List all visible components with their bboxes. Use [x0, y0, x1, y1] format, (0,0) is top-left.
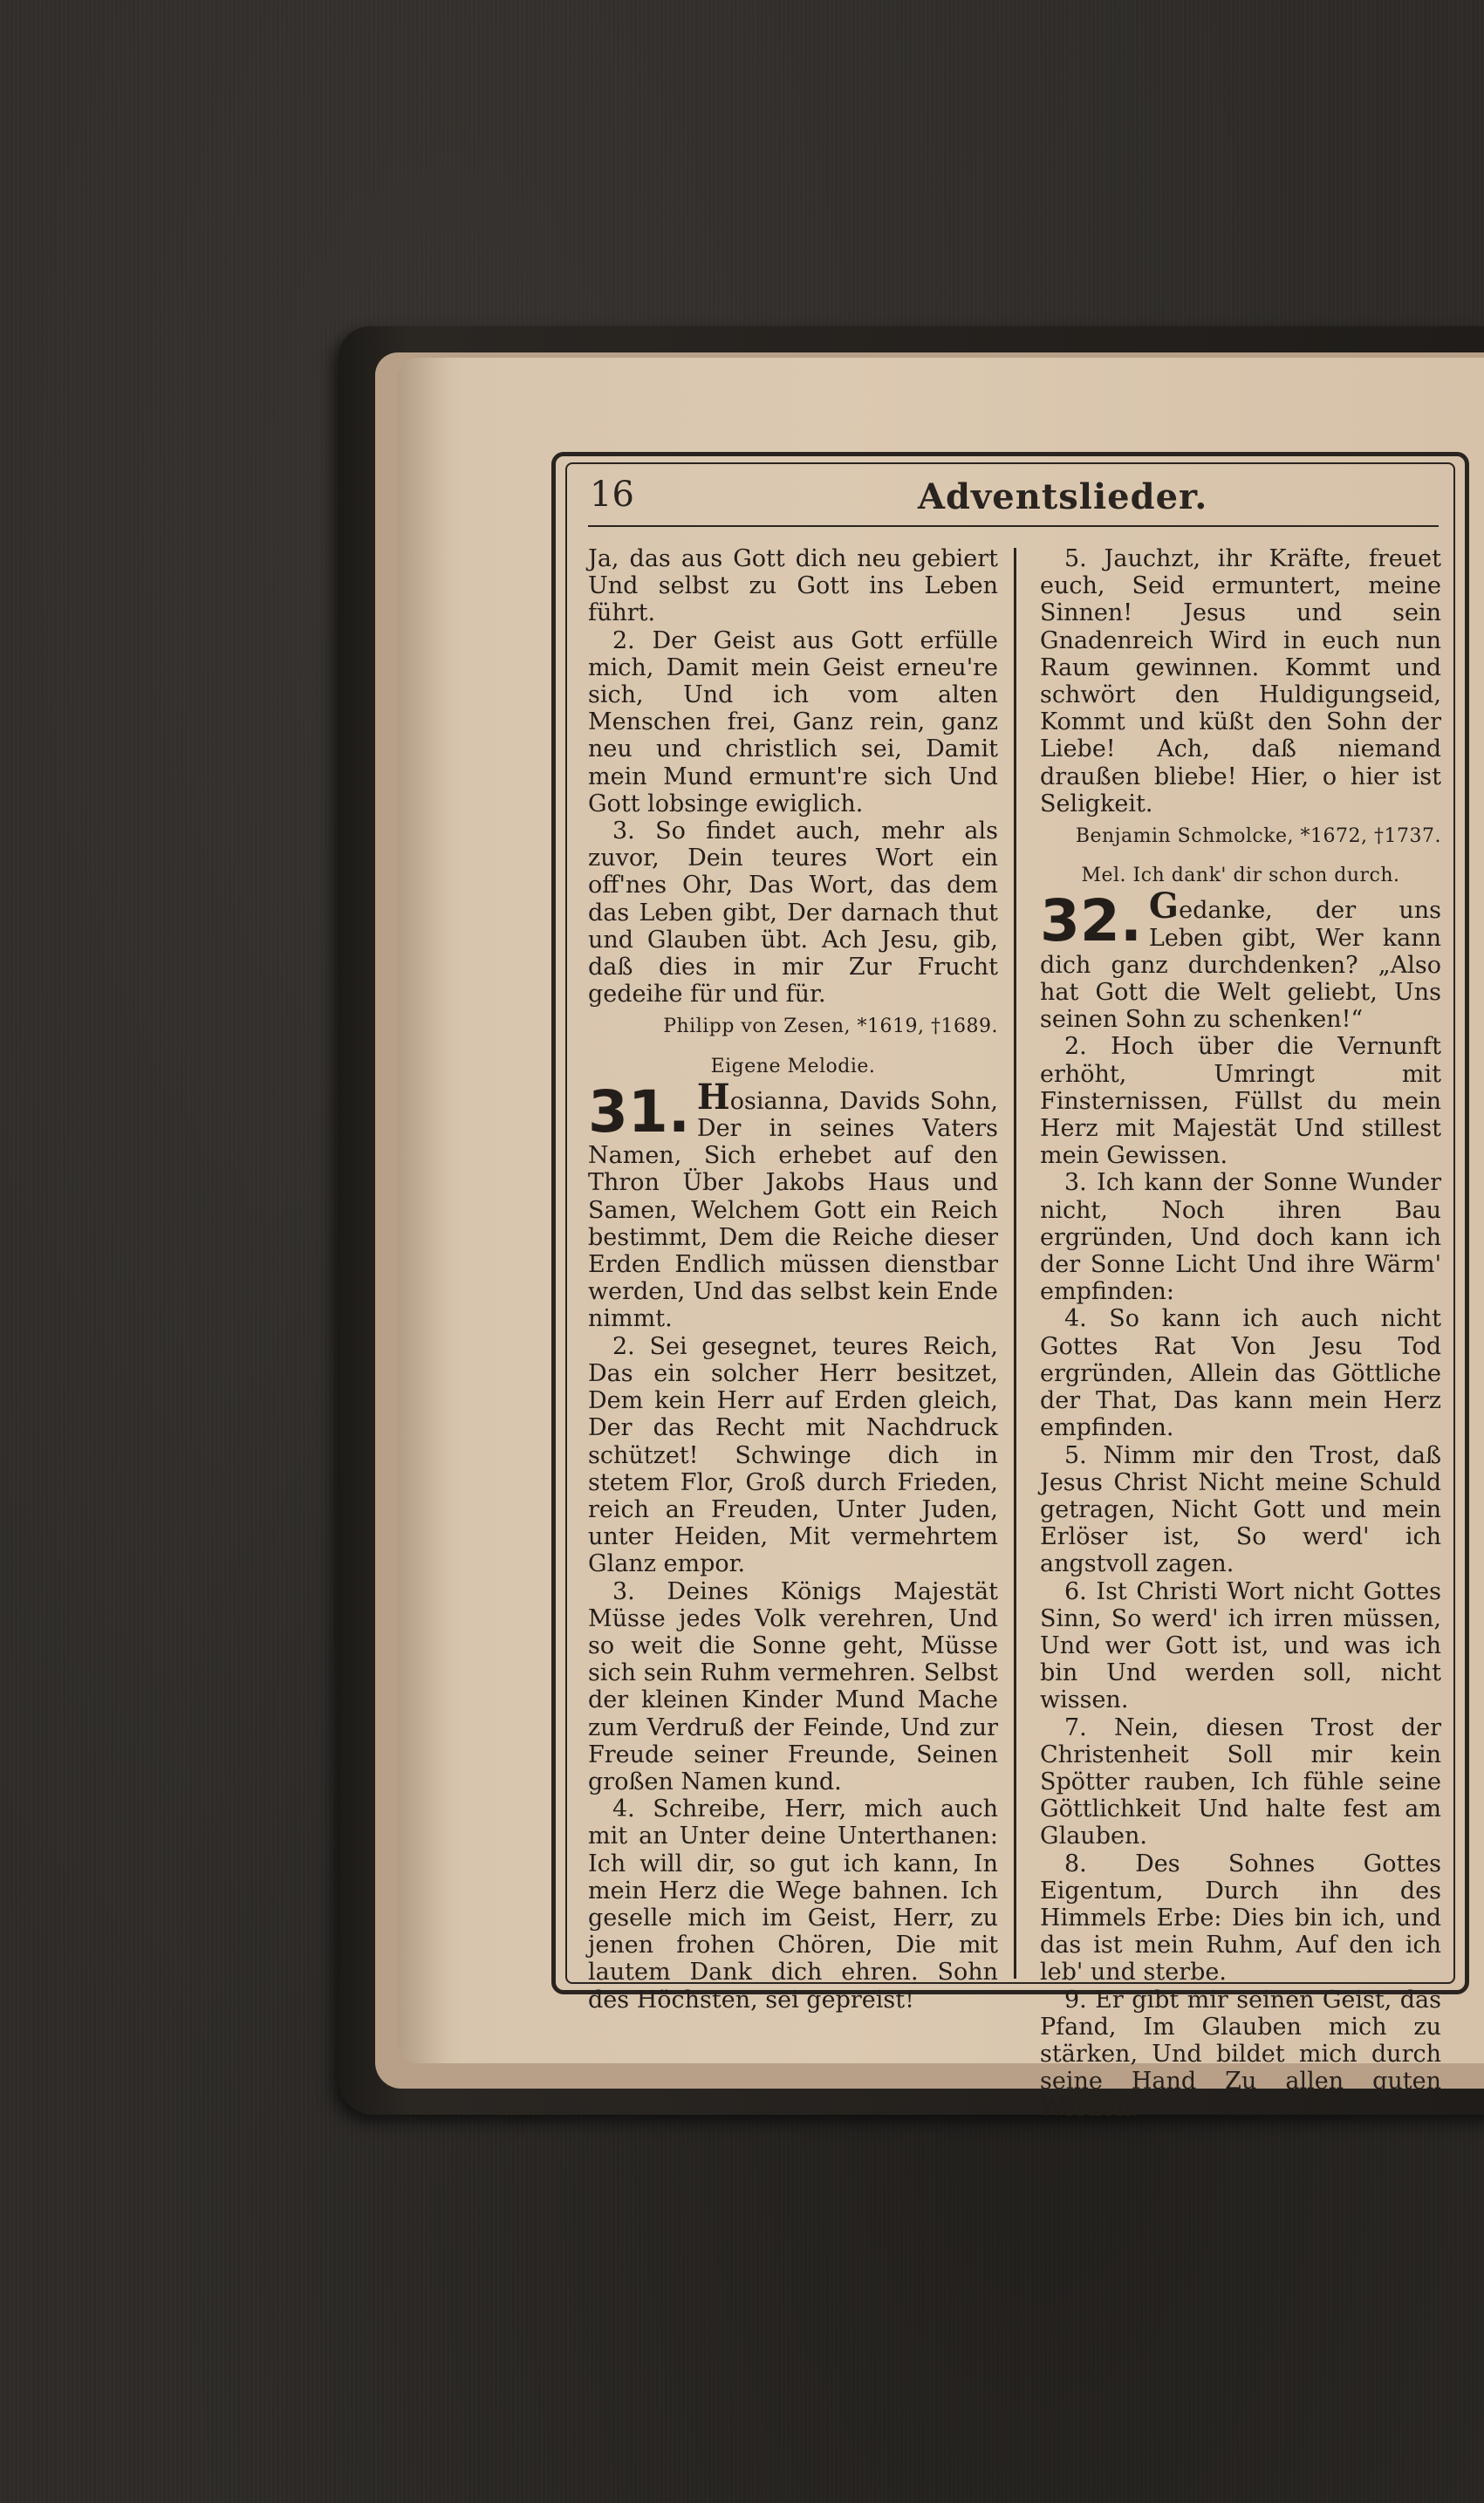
column-divider [1014, 548, 1016, 1979]
melody-note: Eigene Melodie. [710, 1055, 876, 1077]
hymn-number: 31. [588, 1077, 690, 1145]
verse: 3. So findet auch, mehr als zuvor, Dein teures Wort ein off'nes Ohr, Das Wort, das dem das Leben gibt, Der darnach thut und Glauben übt. Ach Jesu, gib, daß dies in mir Zur Frucht gedeihe für und für. [588, 817, 998, 1009]
verse: 7. Nein, diesen Trost der Christenheit Soll mir kein Spötter rauben, Ich fühle seine Göttlichkeit Und halte fest am Glauben. [1040, 1713, 1441, 1850]
verse: 4. Schreibe, Herr, mich auch mit an Unter deine Unterthanen: Ich will dir, so gut ich kann, In mein Herz die Wege bahnen. Ich geselle mich im Geist, Herr, zu jenen frohen Chören, Die mit lautem Dank dich ehren. Sohn des Höchsten, sei gepreist! [588, 1795, 998, 2014]
initial-capital: G [1148, 886, 1180, 927]
continued-verse-end: Ja, das aus Gott dich neu gebiert Und selbst zu Gott ins Leben führt. [588, 545, 998, 627]
verse-1-text: edanke, der uns Leben gibt, Wer kann dich ganz durchdenken? „Also hat Gott die Welt geliebt, Uns seinen Sohn zu schenken!“ [1040, 897, 1441, 1034]
page-fold-shadow [397, 358, 449, 2063]
melody-note: Mel. Ich dank' dir schon durch. [1081, 865, 1400, 887]
verse: 3. Ich kann der Sonne Wunder nicht, Noch ihren Bau ergründen, Und doch kann ich der Sonne Licht Und ihre Wärm' empfinden: [1040, 1169, 1441, 1306]
verse: 4. So kann ich auch nicht Gottes Rat Von Jesu Tod ergründen, Allein das Göttliche der That, Das kann mein Herz empfinden. [1040, 1305, 1441, 1442]
verse: 6. Ist Christi Wort nicht Gottes Sinn, So werd' ich irren müssen, Und wer Gott ist, und was ich bin Und werden soll, nicht wissen. [1040, 1577, 1441, 1714]
verse: 2. Sei gesegnet, teures Reich, Das ein solcher Herr besitzet, Dem kein Herr auf Erden gleich, Der das Recht mit Nachdruck schützet! Schwinge dich in stetem Flor, Groß durch Frieden, reich an Freuden, Unter Juden, unter Heiden, Mit vermehrtem Glanz empor. [588, 1332, 998, 1578]
hymn-number: 32. [1040, 887, 1142, 955]
header-rule [588, 525, 1439, 527]
right-column [1040, 545, 1441, 2123]
verse: 3. Deines Königs Majestät Müsse jedes Volk verehren, Und so weit die Sonne geht, Müsse sich sein Ruhm vermehren. Selbst der kleinen Kinder Mund Mache zum Verdruß der Feinde, Und zur Freude seiner Freunde, Seinen großen Namen kund. [588, 1577, 998, 1795]
verse: 9. Er gibt mir seinen Geist, das Pfand, Im Glauben mich zu stärken, Und bildet mich durch seine Hand Zu allen guten Werken. [1040, 1986, 1441, 2123]
hymn-32 [1040, 886, 1441, 1034]
page-number: 16 [590, 475, 634, 515]
running-head: Adventslieder. [918, 476, 1208, 517]
verse: 2. Der Geist aus Gott erfülle mich, Damit mein Geist erneu're sich, Und ich vom alten Menschen frei, Ganz rein, ganz neu und christlich sei, Damit mein Mund ermunt're sich Und Gott lobsinge ewiglich. [588, 626, 998, 817]
verse: 5. Jauchzt, ihr Kräfte, freuet euch, Seid ermuntert, meine Sinnen! Jesus und sein Gnadenreich Wird in euch nun Raum gewinnen. Kommt und schwört den Huldigungseid, Kommt und küßt den Sohn der Liebe! Ach, daß niemand draußen bliebe! Hier, o hier ist Seligkeit. [1040, 545, 1441, 817]
initial-capital: H [696, 1076, 730, 1118]
verse: 5. Nimm mir den Trost, daß Jesus Christ Nicht meine Schuld getragen, Nicht Gott und mein Erlöser ist, So werd' ich angstvoll zagen. [1040, 1441, 1441, 1578]
verse: 2. Hoch über die Vernunft erhöht, Umringt mit Finsternissen, Füllst du mein Herz mit Majestät Und stillest mein Gewissen. [1040, 1033, 1441, 1170]
author-attribution: Philipp von Zesen, *1619, †1689. [663, 1016, 998, 1038]
hymn-31 [588, 1076, 998, 1333]
page-header [586, 471, 1437, 523]
verse-1-text: osianna, Davids Sohn, Der in seines Vaters Namen, Sich erhebet auf den Thron Über Jakobs Haus und Samen, Welchem Gott ein Reich bestimmt, Dem die Reiche dieser Erden Endlich müssen dienstbar werden, Und das selbst kein Ende nimmt. [588, 1087, 998, 1333]
verse: 8. Des Sohnes Gottes Eigentum, Durch ihn des Himmels Erbe: Dies bin ich, und das ist mein Ruhm, Auf den ich leb' und sterbe. [1040, 1850, 1441, 1987]
author-attribution: Benjamin Schmolcke, *1672, †1737. [1075, 825, 1441, 848]
left-column [588, 545, 998, 2014]
